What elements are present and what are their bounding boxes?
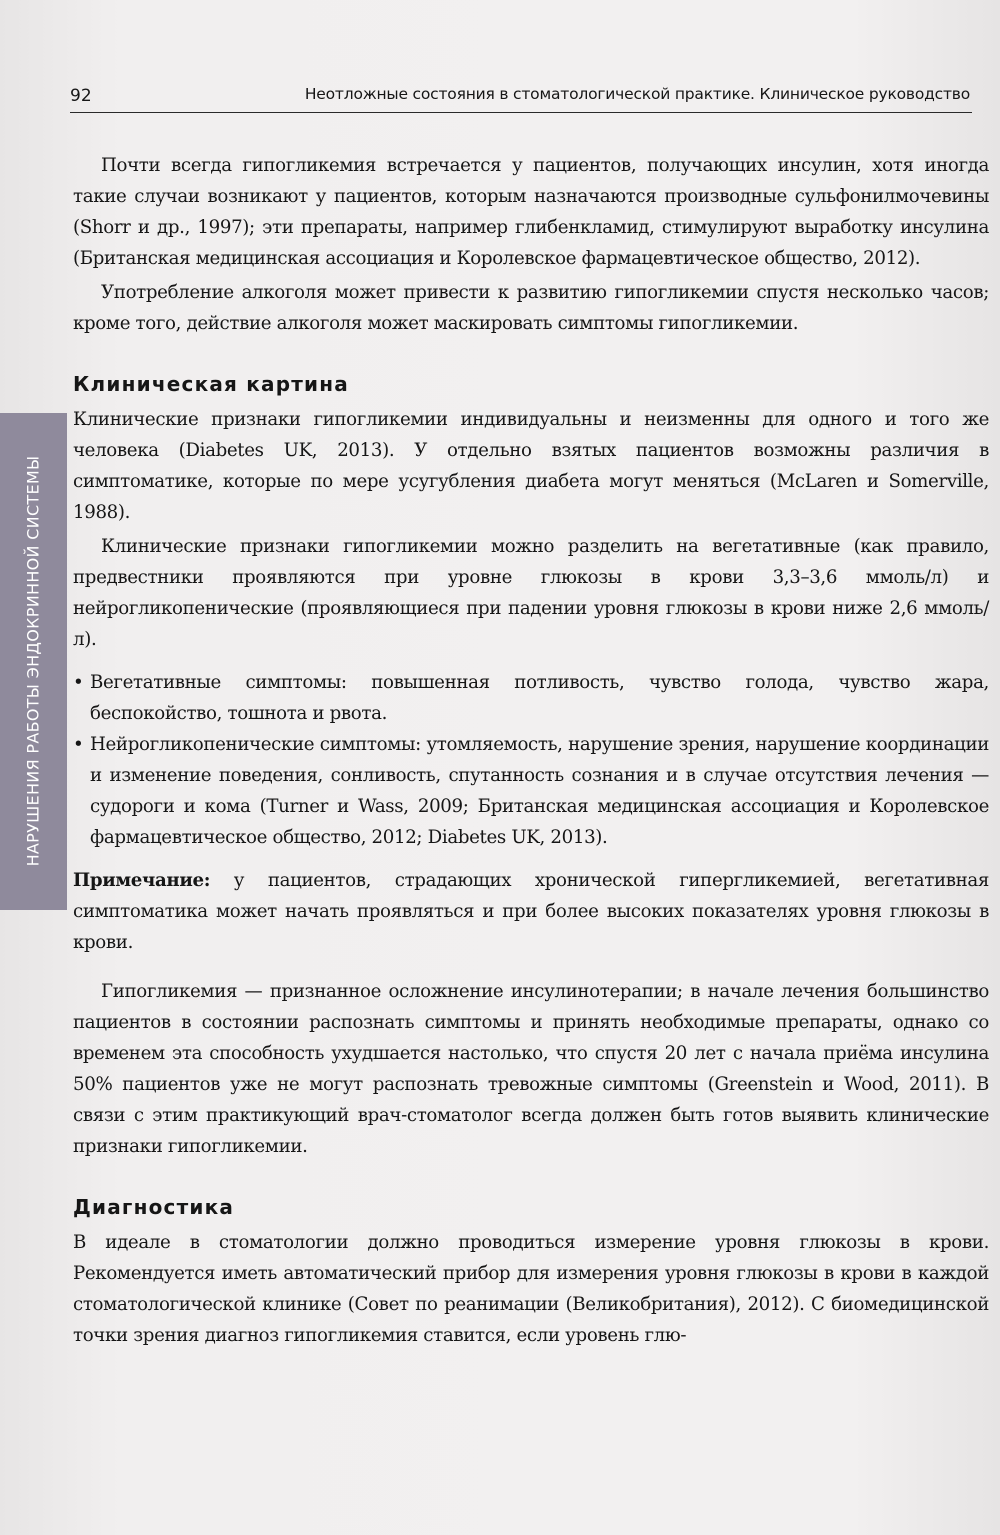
symptom-list: [73, 667, 989, 853]
section-heading-clinical: Клиническая картина: [73, 372, 349, 396]
note-paragraph: [73, 865, 989, 958]
intro-paragraph-2: Употребление алкоголя может привести к развитию гипогликемии спустя несколько часов; кроме того, действие алкоголя может маскировать симптомы гипогликемии.: [73, 282, 989, 334]
clinical-paragraph-2: Клинические признаки гипогликемии можно разделить на вегетативные (как правило, предвестники проявляются при уровне глюкозы в крови 3,3–3,6 ммоль/л) и нейрогликопенические (проявляющиеся при падении уровня глюкозы в крови ниже 2,6 ммоль/л).: [73, 536, 989, 650]
symptom-list-item-vegetative: • Вегетативные симптомы: повышенная потливость, чувство голода, чувство жара, беспокойство, тошнота и рвота.: [73, 667, 989, 729]
intro-paragraph-1: Почти всегда гипогликемия встречается у пациентов, получающих инсулин, хотя иногда такие случаи возникают у пациентов, которым назначаются производные сульфонилмочевины (Shorr и др., 1997); эти препараты, например глибенкламид, стимулируют выработку инсулина (Британская медицинская ассоциация и Королевское фармацевтическое общество, 2012).: [73, 155, 989, 269]
section-heading-diagnostics: Диагностика: [73, 1195, 235, 1219]
insulin-complication-paragraph: Гипогликемия — признанное осложнение инсулинотерапии; в начале лечения большинство пациентов в состоянии распознать симптомы и принять необходимые препараты, однако со временем эта способность ухудшается настолько, что спустя 20 лет с начала приёма инсулина 50% пациентов уже не могут распознать тревожные симптомы (Greenstein и Wood, 2011). В связи с этим практикующий врач-стоматолог всегда должен быть готов выявить клинические признаки гипогликемии.: [73, 981, 989, 1157]
page-body: [73, 150, 989, 1351]
symptom-list-item-neuroglycopenic: • Нейрогликопенические симптомы: утомляемость, нарушение зрения, нарушение координации и изменение поведения, сонливость, спутанность сознания и в случае отсутствия лечения — судороги и кома (Turner и Wass, 2009; Британская медицинская ассоциация и Королевское фармацевтическое общество, 2012; Diabetes UK, 2013).: [73, 729, 989, 853]
note-text: у пациентов, страдающих хронической гипергликемией, вегетативная симптоматика может начать проявляться и при более высоких показателях уровня глюкозы в крови.: [73, 870, 989, 953]
page-number: 92: [70, 86, 92, 106]
diagnostics-paragraph: В идеале в стоматологии должно проводиться измерение уровня глюкозы в крови. Рекомендуется иметь автоматический прибор для измерения уровня глюкозы в крови в каждой стоматологической клинике (Совет по реанимации (Великобритания), 2012). С биомедицинской точки зрения диагноз гипогликемия ставится, если уровень глю-: [73, 1232, 989, 1346]
running-title: Неотложные состояния в стоматологической практике. Клиническое руководство: [304, 85, 970, 103]
page-header: [70, 78, 972, 113]
note-label: Примечание:: [73, 870, 211, 891]
chapter-side-tab-label: НАРУШЕНИЯ РАБОТЫ ЭНДОКРИННОЙ СИСТЕМЫ: [23, 455, 43, 867]
clinical-paragraph-1: Клинические признаки гипогликемии индивидуальны и неизменны для одного и того же человека (Diabetes UK, 2013). У отдельно взятых пациентов возможны различия в симптоматике, которые по мере усугубления диабета могут меняться (McLaren и Somerville, 1988).: [73, 409, 989, 523]
